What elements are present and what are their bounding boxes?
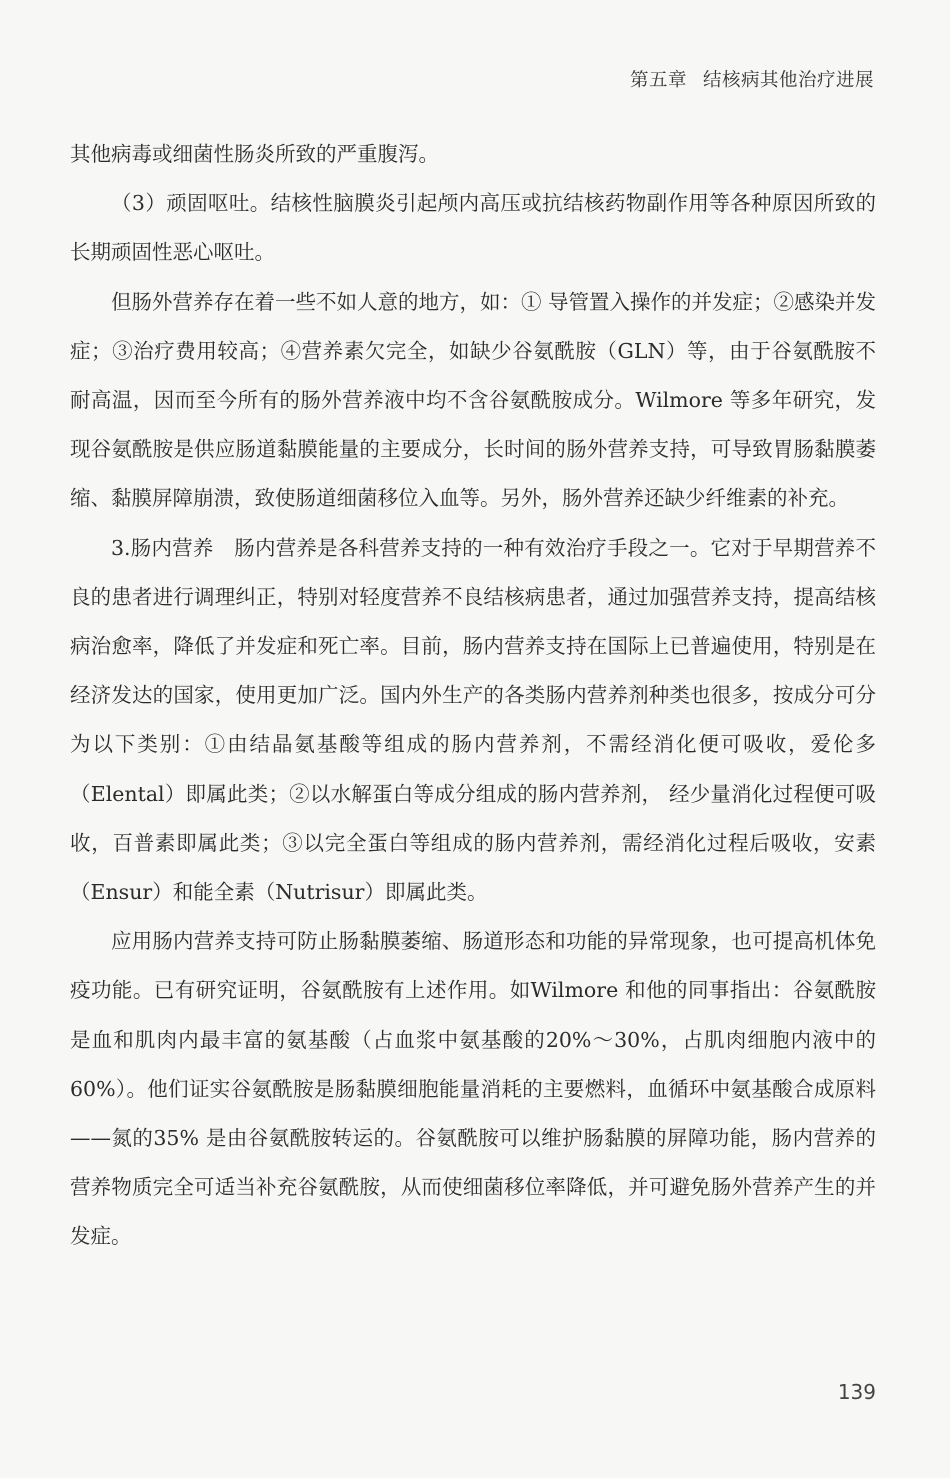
body-text: [70, 130, 876, 1262]
paragraph-glutamine: 应用肠内营养支持可防止肠黏膜萎缩、肠道形态和功能的异常现象，也可提高机体免疫功能。已有研究证明，谷氨酰胺有上述作用。如Wilmore 和他的同事指出：谷氨酰胺是血和肌肉内最丰富的氨基酸（占血浆中氨基酸的20%～30%，占肌肉细胞内液中的 60%）。他们证实谷氨酰胺是肠黏膜细胞能量消耗的主要燃料，血循环中氨基酸合成原料——氮的35% 是由谷氨酰胺转运的。谷氨酰胺可以维护肠黏膜的屏障功能，肠内营养的营养物质完全可适当补充谷氨酰胺，从而使细菌移位率降低，并可避免肠外营养产生的并发症。: [70, 929, 876, 1249]
page-number: 139: [837, 1380, 876, 1404]
chapter-label: 第五章: [629, 70, 687, 91]
running-header: [630, 66, 874, 92]
paragraph-vomiting: （3）顽固呕吐。结核性脑膜炎引起颅内高压或抗结核药物副作用等各种原因所致的长期顽固性恶心呕吐。: [70, 191, 876, 265]
paragraph-enteral-nutrition: 3.肠内营养 肠内营养是各科营养支持的一种有效治疗手段之一。它对于早期营养不良的患者进行调理纠正，特别对轻度营养不良结核病患者，通过加强营养支持，提高结核病治愈率，降低了并发症和死亡率。目前，肠内营养支持在国际上已普遍使用，特别是在经济发达的国家，使用更加广泛。国内外生产的各类肠内营养剂种类也很多，按成分可分为以下类别：①由结晶氨基酸等组成的肠内营养剂，不需经消化便可吸收，爱伦多（Elental）即属此类；②以水解蛋白等成分组成的肠内营养剂， 经少量消化过程便可吸收，百普素即属此类；③以完全蛋白等组成的肠内营养剂，需经消化过程后吸收，安素（Ensur）和能全素（Nutrisur）即属此类。: [70, 535, 876, 905]
paragraph-continuation: 其他病毒或细菌性肠炎所致的严重腹泻。: [70, 142, 439, 166]
paragraph-parenteral-drawbacks: 但肠外营养存在着一些不如人意的地方，如：① 导管置入操作的并发症；②感染并发症；③治疗费用较高；④营养素欠完全，如缺少谷氨酰胺（GLN）等，由于谷氨酰胺不耐高温，因而至今所有的肠外营养液中均不含谷氨酰胺成分。Wilmore 等多年研究，发现谷氨酰胺是供应肠道黏膜能量的主要成分，长时间的肠外营养支持，可导致胃肠黏膜萎缩、黏膜屏障崩溃，致使肠道细菌移位入血等。另外，肠外营养还缺少纤维素的补充。: [70, 289, 877, 511]
chapter-title: 结核病其他治疗进展: [702, 70, 874, 91]
